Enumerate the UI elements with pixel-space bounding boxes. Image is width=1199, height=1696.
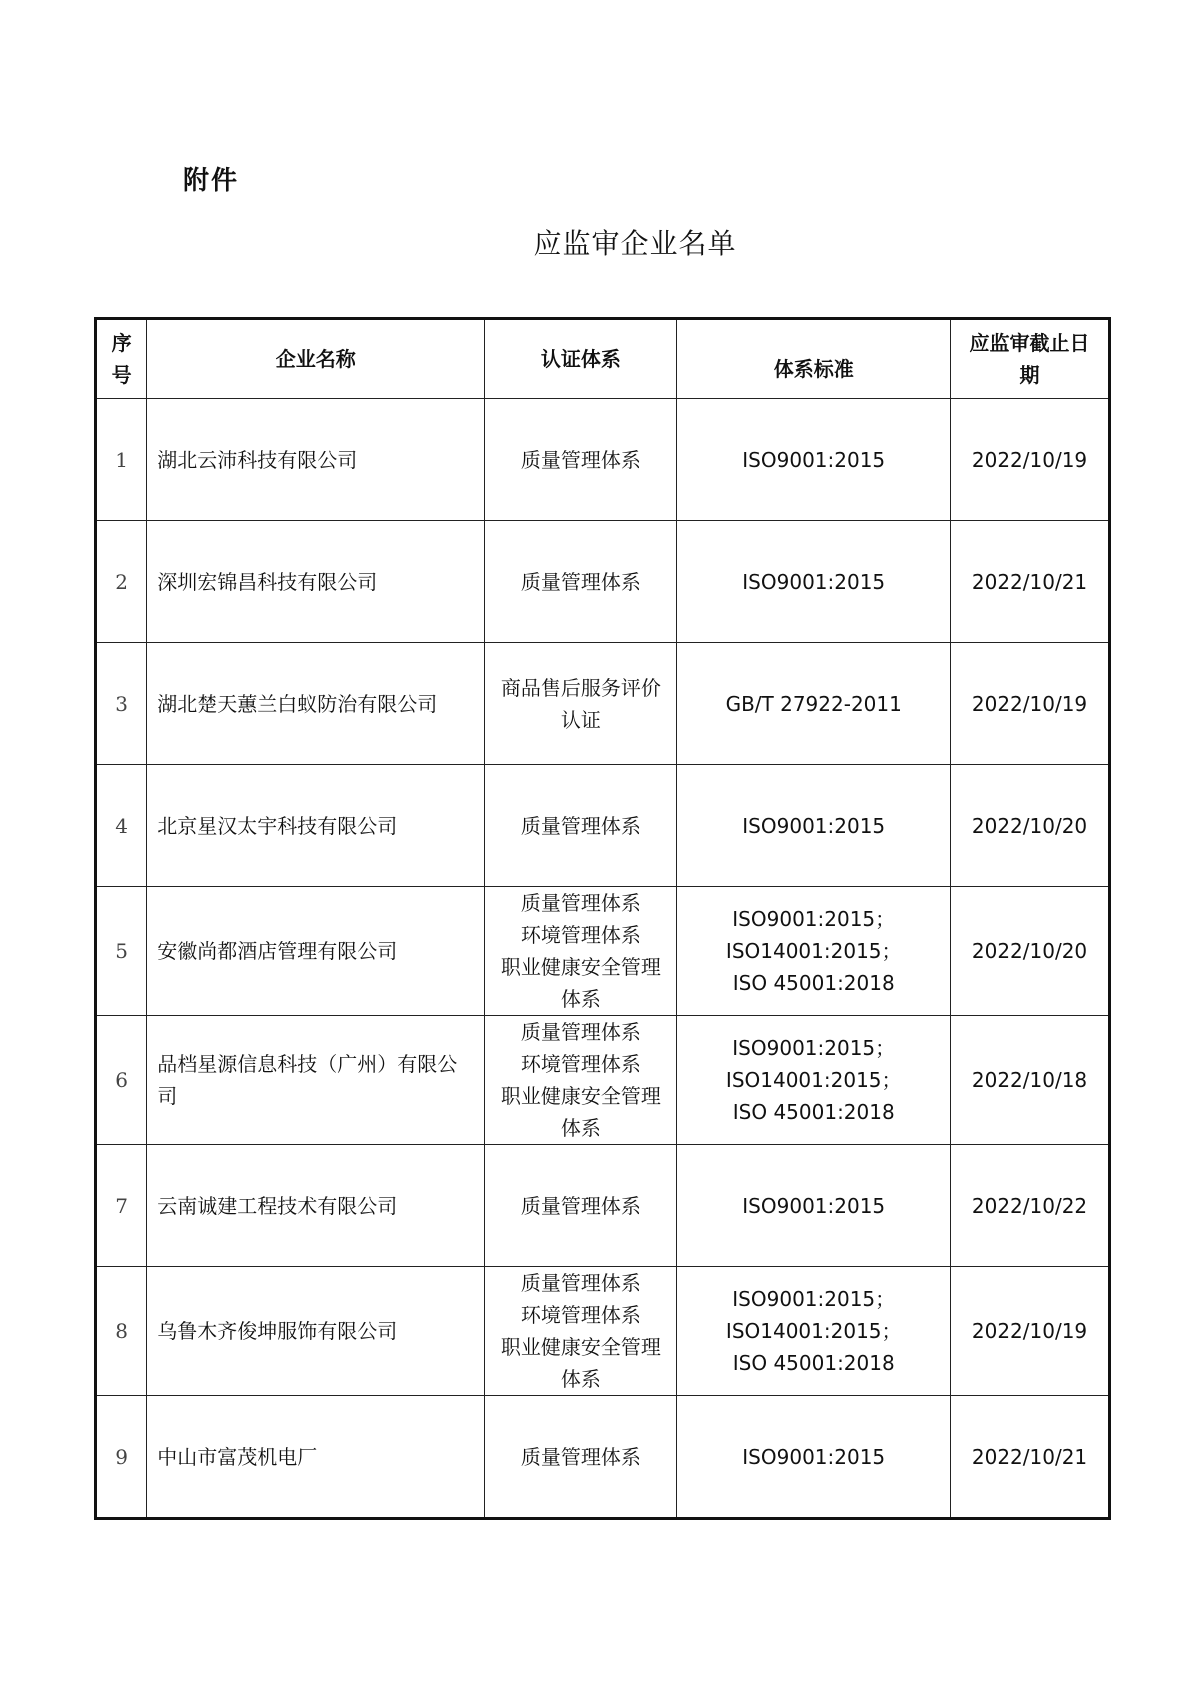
row-deadline: 2022/10/18 xyxy=(951,1016,1110,1145)
row-company: 云南诚建工程技术有限公司 xyxy=(147,1145,485,1267)
row-no: 2 xyxy=(96,521,147,643)
header-standard: 体系标准 xyxy=(677,319,951,399)
row-company: 北京星汉太宇科技有限公司 xyxy=(147,765,485,887)
page-title: 应监审企业名单 xyxy=(533,227,737,260)
table-row xyxy=(96,765,1110,887)
row-no: 6 xyxy=(96,1016,147,1145)
row-system: 质量管理体系 xyxy=(485,521,677,643)
table-row xyxy=(96,1396,1110,1519)
table-row xyxy=(96,1145,1110,1267)
row-standard: ISO9001:2015； ISO14001:2015； ISO 45001:2018 xyxy=(677,1016,951,1145)
row-standard: ISO9001:2015 xyxy=(677,1145,951,1267)
row-deadline: 2022/10/20 xyxy=(951,887,1110,1016)
row-company: 中山市富茂机电厂 xyxy=(147,1396,485,1519)
header-company: 企业名称 xyxy=(147,319,485,399)
table-header-row xyxy=(96,319,1110,399)
row-deadline: 2022/10/19 xyxy=(951,399,1110,521)
table-row xyxy=(96,399,1110,521)
row-company: 湖北云沛科技有限公司 xyxy=(147,399,485,521)
row-deadline: 2022/10/20 xyxy=(951,765,1110,887)
row-no: 7 xyxy=(96,1145,147,1267)
row-system: 质量管理体系 xyxy=(485,765,677,887)
row-standard: ISO9001:2015； ISO14001:2015； ISO 45001:2018 xyxy=(677,887,951,1016)
row-system: 质量管理体系 环境管理体系 职业健康安全管理体系 xyxy=(485,1016,677,1145)
row-system: 质量管理体系 环境管理体系 职业健康安全管理体系 xyxy=(485,887,677,1016)
row-system: 质量管理体系 xyxy=(485,1396,677,1519)
attachment-label: 附件 xyxy=(183,166,240,196)
table-row xyxy=(96,643,1110,765)
row-no: 1 xyxy=(96,399,147,521)
row-deadline: 2022/10/21 xyxy=(951,1396,1110,1519)
row-company: 湖北楚天蕙兰白蚁防治有限公司 xyxy=(147,643,485,765)
row-company: 深圳宏锦昌科技有限公司 xyxy=(147,521,485,643)
enterprise-table xyxy=(94,317,1111,1520)
row-company: 安徽尚都酒店管理有限公司 xyxy=(147,887,485,1016)
row-no: 4 xyxy=(96,765,147,887)
row-no: 9 xyxy=(96,1396,147,1519)
table-row xyxy=(96,1016,1110,1145)
row-company: 品档星源信息科技（广州）有限公司 xyxy=(147,1016,485,1145)
row-company: 乌鲁木齐俊坤服饰有限公司 xyxy=(147,1267,485,1396)
row-standard: ISO9001:2015 xyxy=(677,399,951,521)
row-standard: ISO9001:2015 xyxy=(677,1396,951,1519)
table-row xyxy=(96,521,1110,643)
row-standard: GB/T 27922-2011 xyxy=(677,643,951,765)
row-standard: ISO9001:2015 xyxy=(677,521,951,643)
row-system: 质量管理体系 xyxy=(485,399,677,521)
row-standard: ISO9001:2015； ISO14001:2015； ISO 45001:2018 xyxy=(677,1267,951,1396)
row-no: 3 xyxy=(96,643,147,765)
row-standard: ISO9001:2015 xyxy=(677,765,951,887)
header-no: 序号 xyxy=(96,319,147,399)
row-system: 商品售后服务评价认证 xyxy=(485,643,677,765)
table-row xyxy=(96,1267,1110,1396)
table-row xyxy=(96,887,1110,1016)
row-system: 质量管理体系 环境管理体系 职业健康安全管理体系 xyxy=(485,1267,677,1396)
header-system: 认证体系 xyxy=(485,319,677,399)
row-deadline: 2022/10/19 xyxy=(951,1267,1110,1396)
row-system: 质量管理体系 xyxy=(485,1145,677,1267)
row-no: 5 xyxy=(96,887,147,1016)
row-deadline: 2022/10/21 xyxy=(951,521,1110,643)
row-deadline: 2022/10/19 xyxy=(951,643,1110,765)
row-no: 8 xyxy=(96,1267,147,1396)
row-deadline: 2022/10/22 xyxy=(951,1145,1110,1267)
header-deadline: 应监审截止日期 xyxy=(951,319,1110,399)
